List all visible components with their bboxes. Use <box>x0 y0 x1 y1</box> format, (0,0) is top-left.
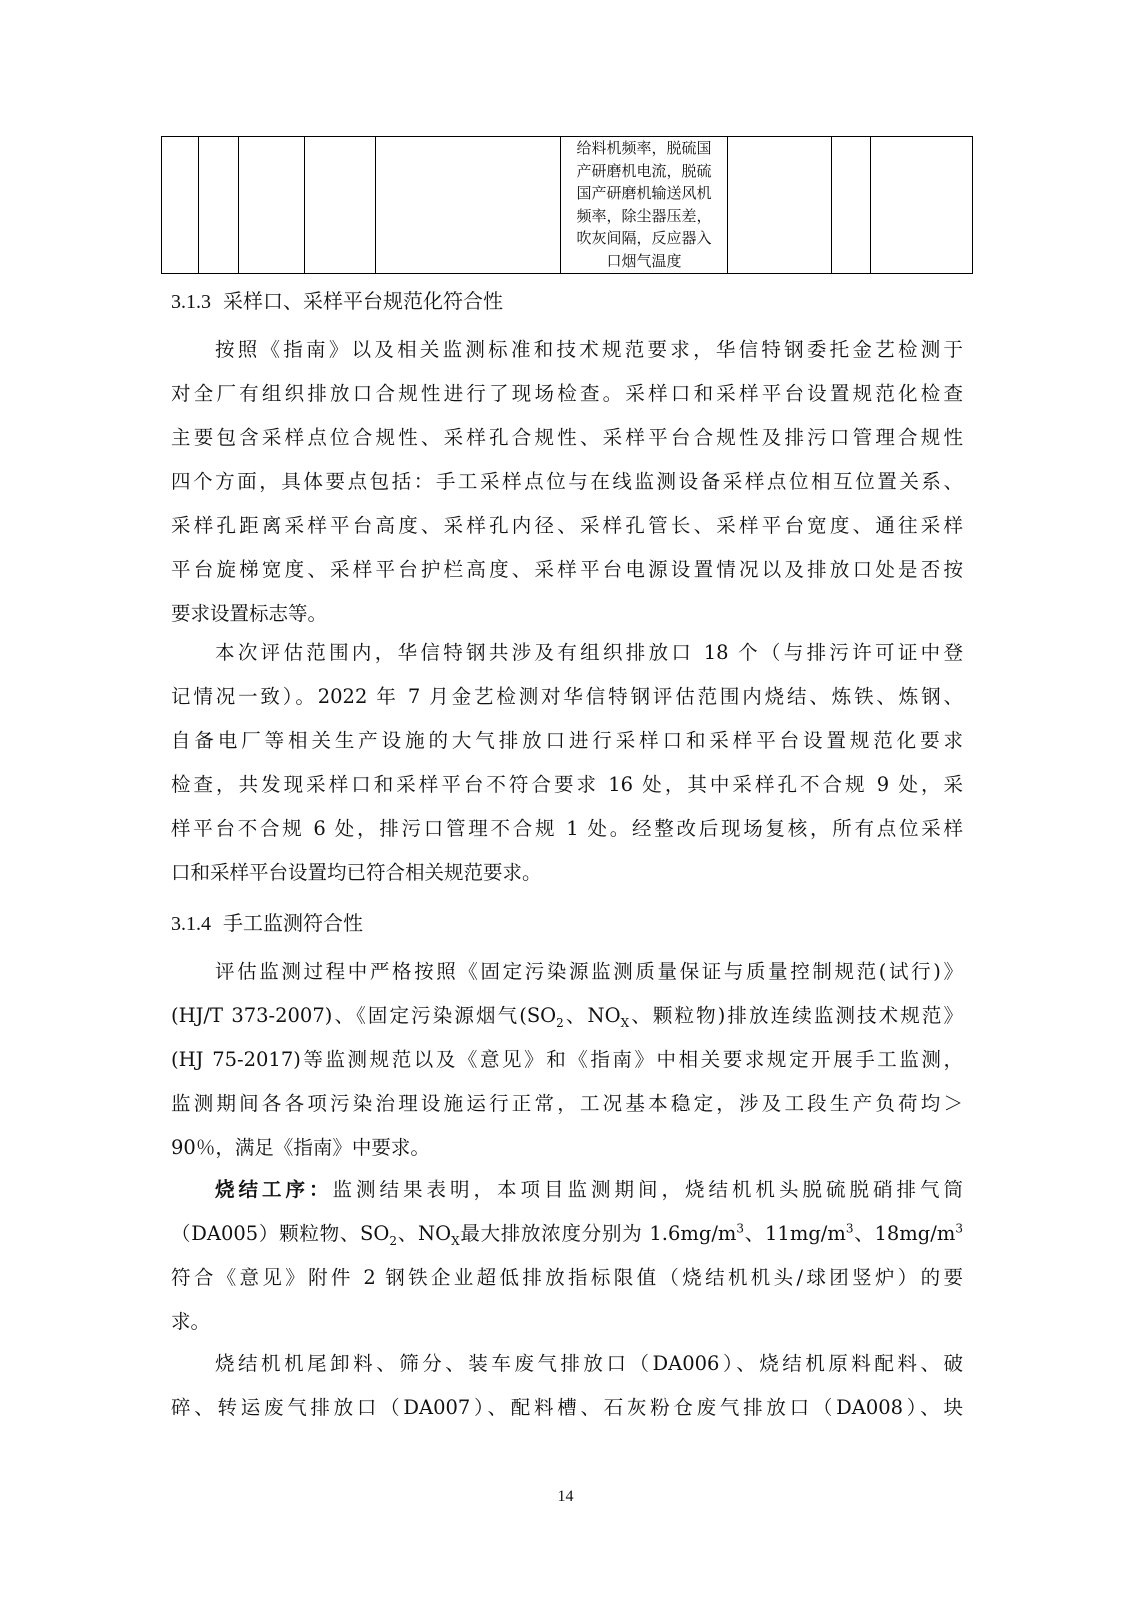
text-line: (HJ 75-2017)等监测规范以及《意见》和《指南》中相关要求规定开展手工监测， <box>171 1048 963 1071</box>
text-line: 按照《指南》以及相关监测标准和技术规范要求，华信特钢委托金艺检测于 <box>215 338 963 361</box>
table-cell <box>871 137 973 274</box>
paragraph-sinter-tail <box>171 1342 963 1430</box>
text-line: 四个方面，具体要点包括：手工采样点位与在线监测设备采样点位相互位置关系、 <box>171 470 963 493</box>
text-line: 检查，共发现采样口和采样平台不符合要求 16 处，其中采样孔不合规 9 处，采 <box>171 773 963 796</box>
text-line: 对全厂有组织排放口合规性进行了现场检查。采样口和采样平台设置规范化检查 <box>171 382 963 405</box>
paragraph-sintering-process <box>171 1168 963 1344</box>
superscript: 3 <box>736 1221 745 1236</box>
section-heading-3-1-4 <box>171 910 363 937</box>
text-line <box>171 994 963 1038</box>
cell-line: 口烟气温度 <box>606 251 682 270</box>
text-run: 、颗粒物)排放连续监测技术规范》 <box>629 1004 964 1027</box>
table-cell <box>199 137 239 274</box>
subscript: X <box>451 1233 460 1248</box>
section-heading-3-1-3 <box>171 288 503 315</box>
cell-line: 频率，除尘器压差， <box>576 206 712 225</box>
cell-line: 国产研磨机输送风机 <box>576 184 712 203</box>
text-line: 记情况一致）。2022 年 7 月金艺检测对华信特钢评估范围内烧结、炼铁、炼钢、 <box>171 685 963 708</box>
text-line: 90％，满足《指南》中要求。 <box>171 1136 430 1159</box>
superscript: 3 <box>845 1221 854 1236</box>
text-line: 本次评估范围内，华信特钢共涉及有组织排放口 18 个（与排污许可证中登 <box>215 641 963 664</box>
subscript: 2 <box>556 1015 564 1030</box>
text-line: 口和采样平台设置均已符合相关规范要求。 <box>171 861 542 884</box>
text-run: 最大排放浓度分别为 1.6mg/m <box>459 1222 737 1245</box>
cell-line: 给料机频率，脱硫国 <box>576 139 712 157</box>
paragraph-sampling-inspection <box>171 328 963 636</box>
text-line: 平台旋梯宽度、采样平台护栏高度、采样平台电源设置情况以及排放口处是否按 <box>171 558 963 581</box>
section-title: 手工监测符合性 <box>223 911 363 935</box>
table-cell <box>376 137 561 274</box>
text-run: 、NO <box>563 1004 621 1027</box>
text-run: （DA005）颗粒物、SO <box>171 1222 390 1245</box>
text-run: 、NO <box>397 1222 452 1245</box>
table-row <box>162 137 973 274</box>
table-cell <box>162 137 199 274</box>
text-line: 烧结机机尾卸料、筛分、装车废气排放口（DA006）、烧结机原料配料、破 <box>215 1352 963 1375</box>
text-line: 碎、转运废气排放口（DA007）、配料槽、石灰粉仓废气排放口（DA008）、块 <box>171 1396 963 1419</box>
superscript: 3 <box>955 1221 963 1236</box>
paragraph-manual-monitoring <box>171 950 963 1170</box>
table-cell-monitoring-params <box>561 137 728 274</box>
text-run: (HJ/T 373-2007)、《固定污染源烟气(SO <box>171 1004 557 1027</box>
subscript: 2 <box>389 1233 398 1248</box>
continued-table <box>161 136 973 274</box>
cell-line: 产研磨机电流，脱硫 <box>576 161 712 180</box>
page-number: 14 <box>557 1488 574 1505</box>
text-line: 符合《意见》附件 2 钢铁企业超低排放指标限值（烧结机机头/球团竖炉）的要 <box>171 1266 963 1289</box>
text-line <box>171 1212 963 1256</box>
text-line: 要求设置标志等。 <box>171 602 328 625</box>
section-number: 3.1.4 <box>171 913 211 935</box>
text-line: 自备电厂等相关生产设施的大气排放口进行采样口和采样平台设置规范化要求 <box>171 729 963 752</box>
table-cell <box>728 137 832 274</box>
cell-line: 吹灰间隔，反应器入 <box>576 229 712 248</box>
table-cell <box>832 137 871 274</box>
text-line: 主要包含采样点位合规性、采样孔合规性、采样平台合规性及排污口管理合规性 <box>171 426 963 449</box>
section-title: 采样口、采样平台规范化符合性 <box>223 289 503 313</box>
lead-term: 烧结工序： <box>215 1178 333 1201</box>
text-line: 样平台不合规 6 处，排污口管理不合规 1 处。经整改后现场复核，所有点位采样 <box>171 817 963 840</box>
text-run: 监测结果表明，本项目监测期间，烧结机机头脱硫脱硝排气筒 <box>332 1178 963 1201</box>
text-line: 求。 <box>171 1310 211 1333</box>
table-cell <box>305 137 376 274</box>
text-line: 采样孔距离采样平台高度、采样孔内径、采样孔管长、采样平台宽度、通往采样 <box>171 514 963 537</box>
section-number: 3.1.3 <box>171 291 211 313</box>
text-run: 、11mg/m <box>744 1222 846 1245</box>
text-run: 、18mg/m <box>853 1222 956 1245</box>
paragraph-evaluation-scope <box>171 631 963 895</box>
table-cell <box>239 137 305 274</box>
text-line: 监测期间各各项污染治理设施运行正常，工况基本稳定，涉及工段生产负荷均＞ <box>171 1092 963 1115</box>
subscript: X <box>620 1015 630 1030</box>
text-line <box>171 1168 963 1212</box>
text-line: 评估监测过程中严格按照《固定污染源监测质量保证与质量控制规范(试行)》 <box>215 960 963 983</box>
